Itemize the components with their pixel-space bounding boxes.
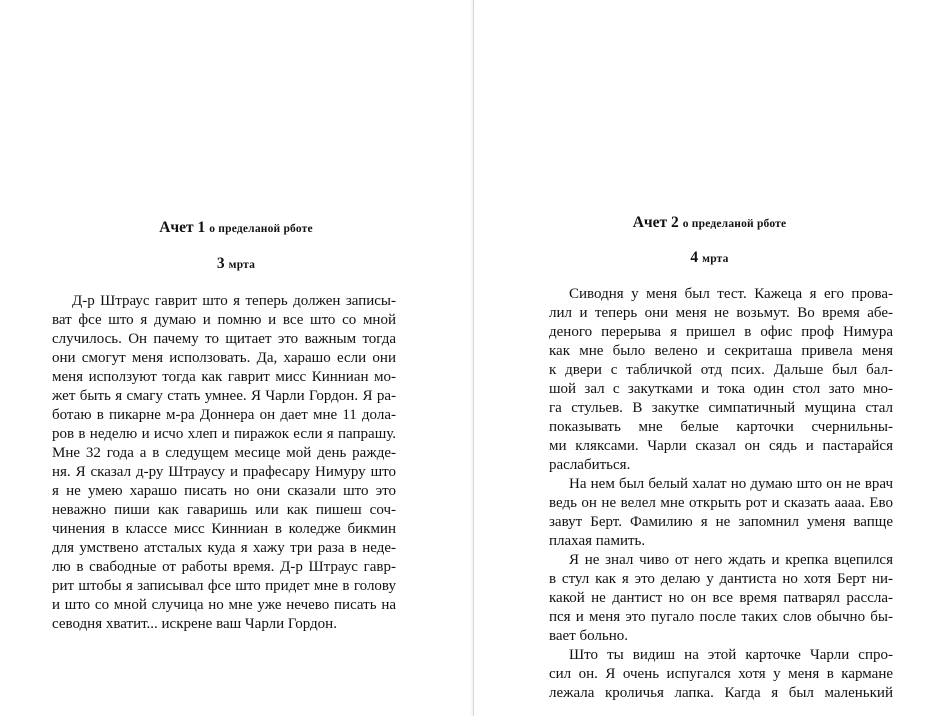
text-line: раслабиться. (549, 457, 631, 473)
text-line: они смогут меня исползовать. Да, харашо если они (52, 350, 396, 366)
left-report-title-rest: о пределаной рботе (209, 223, 313, 235)
text-line: севодня хватит... искрене ваш Чарли Гордон. (52, 616, 337, 632)
text-line: ня. Я сказал д-ру Штраусу и прафесару Нимуру што (52, 464, 396, 480)
left-report-date (0, 255, 472, 273)
text-line: пся и меня это пугало после таких слов обычно бы- (549, 609, 893, 625)
text-line: лежала кроличья лапка. Кагда я был маленький (549, 685, 893, 701)
right-report-title-main: Ачет 2 (632, 214, 679, 231)
right-report-date-day: 4 (690, 249, 699, 266)
text-line: завут Берт. Фамилию я не запомнил уменя вапще (549, 514, 893, 530)
text-line: шой зал с закутками и тока один стол зато мно- (549, 381, 893, 397)
text-line: и што со мной случица но мне уже нечево писать на (52, 597, 396, 613)
left-report-date-month: мрта (228, 259, 256, 271)
text-line: рит штобы я записывал фсе што придет мне в голову (52, 578, 396, 594)
text-line: Сиводня у меня был тест. Кажеца я его прова- (569, 286, 893, 302)
text-line: чинения в классе мисс Кинниан в коледже бикмин (52, 521, 396, 537)
text-line: для умствено атсталых куда я хажу три раза в неде- (52, 540, 396, 556)
text-line: неважно пиши как гаваришь или как пишеш соч- (52, 502, 396, 518)
text-line: лил и теперь они меня не возьмут. Во время абе- (549, 305, 893, 321)
left-report-title (0, 219, 472, 237)
left-report-date-day: 3 (216, 255, 225, 272)
left-report-title-main: Ачет 1 (159, 219, 206, 236)
text-line: Я не знал чиво от него ждать и крепка вцепился (569, 552, 893, 568)
text-line: плахая памить. (549, 533, 646, 549)
text-line: ми кляксами. Чарли сказал он сядь и пастарайся (549, 438, 893, 454)
text-line: лю в свабодные от работы время. Д-р Штраус гавр- (52, 559, 396, 575)
text-line: случилось. Он пачему то щитает это важным тогда (52, 331, 396, 347)
text-line: Што ты видиш на этой карточке Чарли спро- (569, 647, 893, 663)
right-report-date-month: мрта (702, 253, 729, 265)
right-report-title-rest: о пределаной рботе (682, 218, 787, 230)
text-line: сил он. Я очень испугался хотя у меня в кармане (549, 666, 893, 682)
right-page (473, 0, 944, 716)
text-line: жет быть я смагу стать умнее. Я Чарли Гордон. Я ра- (52, 388, 396, 404)
text-line: в стул как я это делаю у дантиста но хотя Берт ни- (549, 571, 893, 587)
text-line: Мне 32 года а в следущем месице мой день раждe- (52, 445, 396, 461)
text-line: ват фсе што я думаю и помню и все што со мной (52, 312, 396, 328)
text-line: я не умею харашо писать но они сказали што это (52, 483, 396, 499)
text-line: меня исползуют тогда как гаврит мисс Кинниан мо- (52, 369, 396, 385)
text-line: ров в неделю и исчо хлеп и пиражок если я папрашу. (52, 426, 396, 442)
text-line: га стульев. В закутке симпатичный мущина стал (549, 400, 893, 416)
text-line: к двери с табличкой отд псих. Дальше был бал- (549, 362, 893, 378)
text-line: Д-р Штраус гаврит што я теперь должен записы- (72, 293, 396, 309)
right-report-date (474, 249, 944, 267)
text-line: На нем был белый халат но думаю што он не врач (569, 476, 893, 492)
text-line: вает больно. (549, 628, 629, 644)
text-line: ведь он не велел мне открыть рот и сказать аааа. Ево (549, 495, 893, 511)
right-report-title (474, 214, 944, 232)
text-line: какой не дантист но он все время пaтварял рассла- (549, 590, 893, 606)
text-line: деного перерыва я пришел в офис проф Нимура (549, 324, 893, 340)
text-line: как мне было велено и секриташа привела меня (549, 343, 893, 359)
text-line: ботаю в пикарне м-ра Доннера он дает мне 11 дола- (52, 407, 396, 423)
text-line: показывать мне белые карточки счернильны- (549, 419, 893, 435)
